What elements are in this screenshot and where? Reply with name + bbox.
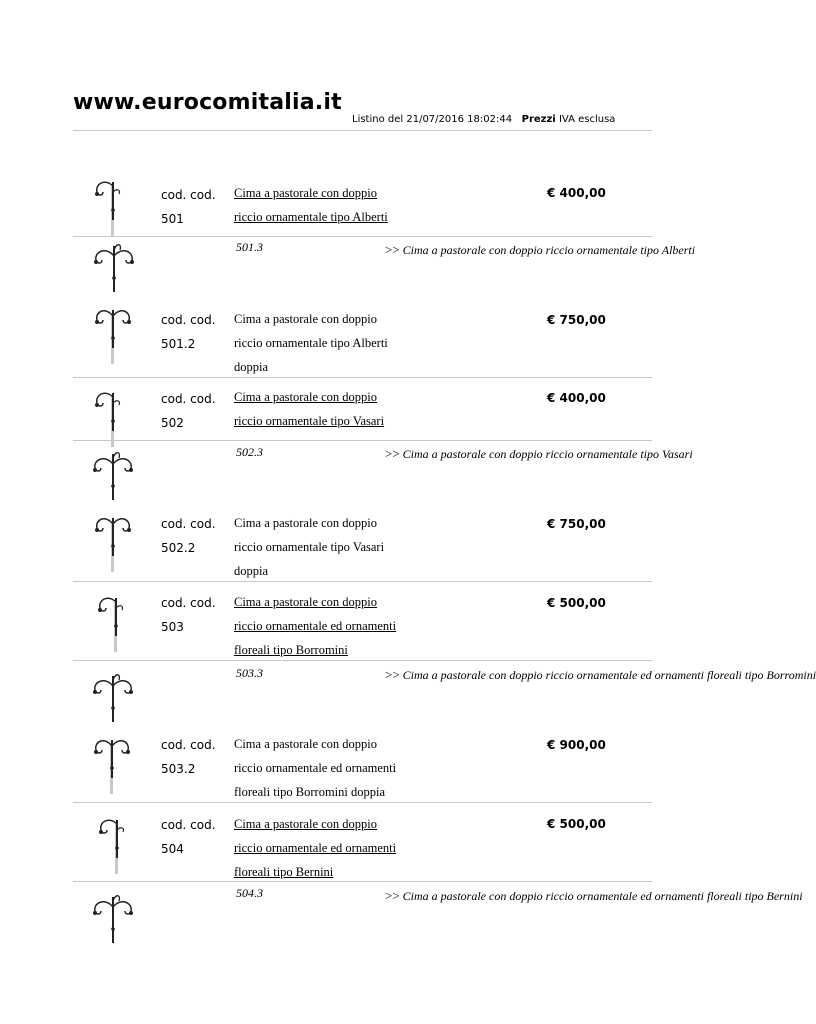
row-divider	[73, 802, 652, 803]
product-image-icon	[116, 602, 117, 603]
iva-note: IVA esclusa	[558, 114, 616, 125]
product-price: € 750,00	[547, 517, 606, 531]
variant-code: 503.3	[236, 666, 263, 680]
variant-link[interactable]: >> Cima a pastorale con doppio riccio ornamentale tipo Vasari	[385, 446, 693, 461]
site-title[interactable]: www.eurocomitalia.it	[73, 90, 342, 115]
product-price: € 400,00	[547, 391, 606, 405]
product-price: € 500,00	[547, 596, 606, 610]
product-image-icon	[112, 744, 113, 745]
product-image-icon	[113, 314, 114, 315]
variant-image-icon	[113, 907, 114, 908]
row-divider	[73, 440, 652, 441]
product-price: € 900,00	[547, 738, 606, 752]
product-price: € 500,00	[547, 817, 606, 831]
listino-date: Listino del 21/07/2016 18:02:44	[352, 114, 513, 125]
listino-info	[352, 114, 615, 125]
product-image-icon	[113, 522, 114, 523]
variant-image-icon	[114, 256, 115, 257]
product-description: Cima a pastorale con doppio riccio ornamentale ed ornamenti floreali tipo Borromini doppia	[234, 737, 397, 799]
variant-code: 504.3	[236, 886, 263, 900]
row-divider	[73, 377, 652, 378]
variant-image-icon	[113, 686, 114, 687]
product-code: cod. cod. 501.2	[161, 313, 216, 351]
prezzi-label: Prezzi	[521, 114, 556, 125]
product-code: cod. cod. 503	[161, 596, 216, 634]
variant-image-icon	[113, 464, 114, 465]
product-code: cod. cod. 501	[161, 188, 216, 226]
product-image-icon	[113, 186, 114, 187]
header-divider	[73, 130, 652, 131]
row-divider	[73, 881, 652, 882]
product-code: cod. cod. 503.2	[161, 738, 216, 776]
product-price: € 750,00	[547, 313, 606, 327]
product-code: cod. cod. 502.2	[161, 517, 216, 555]
product-image-icon	[117, 824, 118, 825]
product-description: Cima a pastorale con doppio riccio ornamentale tipo Alberti doppia	[234, 312, 388, 374]
product-description-link[interactable]: Cima a pastorale con doppio riccio ornamentale ed ornamenti floreali tipo Bernini	[234, 817, 397, 879]
row-divider	[73, 236, 652, 237]
product-description-link[interactable]: Cima a pastorale con doppio riccio ornamentale tipo Vasari	[234, 390, 385, 428]
variant-code: 502.3	[236, 445, 263, 459]
product-price: € 400,00	[547, 186, 606, 200]
row-divider	[73, 660, 652, 661]
product-code: cod. cod. 502	[161, 392, 216, 430]
product-description-link[interactable]: Cima a pastorale con doppio riccio ornamentale tipo Alberti	[234, 186, 388, 224]
variant-link[interactable]: >> Cima a pastorale con doppio riccio ornamentale ed ornamenti floreali tipo Borromini	[385, 667, 816, 682]
row-divider	[73, 581, 652, 582]
product-code: cod. cod. 504	[161, 818, 216, 856]
variant-code: 501.3	[236, 240, 263, 254]
variant-link[interactable]: >> Cima a pastorale con doppio riccio ornamentale ed ornamenti floreali tipo Bernini	[385, 888, 803, 903]
variant-link[interactable]: >> Cima a pastorale con doppio riccio ornamentale tipo Alberti	[385, 242, 696, 257]
product-description: Cima a pastorale con doppio riccio ornamentale tipo Vasari doppia	[234, 516, 385, 578]
product-description-link[interactable]: Cima a pastorale con doppio riccio ornamentale ed ornamenti floreali tipo Borromini	[234, 595, 397, 657]
product-image-icon	[113, 397, 114, 398]
